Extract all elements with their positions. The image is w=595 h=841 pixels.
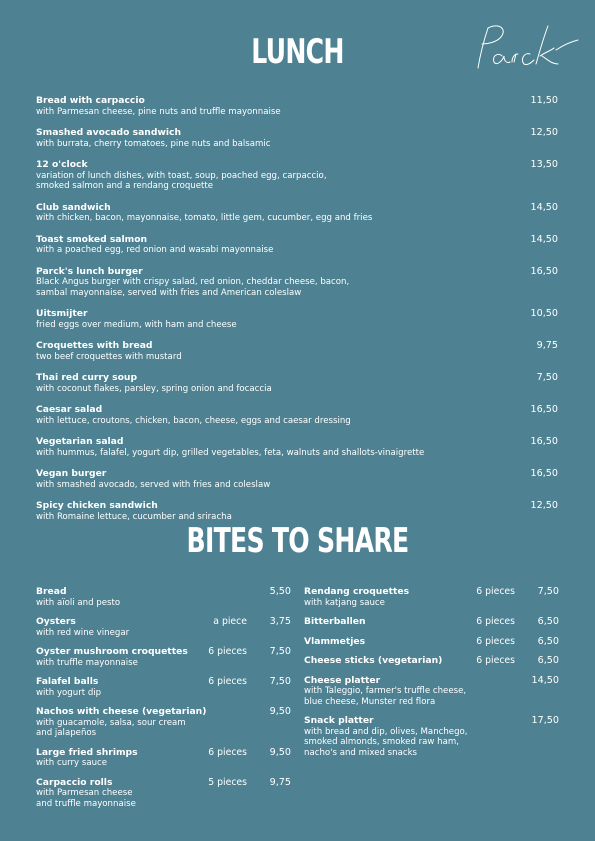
item-description [36,171,558,192]
item-name: Caesar salad [36,404,103,415]
description-line: with Parmesan cheese, pine nuts and truffle mayonnaise [36,106,281,117]
item-name: Oysters [36,616,76,627]
item-price: 6,50 [537,616,559,627]
item-description [36,320,558,331]
parck-logo [470,20,582,80]
description-line: with curry sauce [36,758,108,768]
item-name: Bitterballen [304,616,366,627]
item-price: 7,50 [536,372,558,383]
item-price: 9,75 [269,776,291,788]
item-description [36,213,558,224]
menu-item [36,235,558,256]
item-description [36,107,558,118]
item-description [36,448,558,459]
item-quantity: 6 pieces [208,746,247,758]
item-name: Nachos with cheese (vegetarian) [36,706,207,717]
menu-item [36,469,558,490]
description-line: blue cheese, Munster red flora [304,696,436,707]
item-name: Croquettes with bread [36,340,153,351]
bite-item [304,587,559,608]
item-description [36,758,206,769]
description-line: with aïoli and pesto [36,597,121,608]
item-name: Smashed avocado sandwich [36,127,182,138]
description-line: and truffle mayonnaise [36,798,136,809]
description-line: with Parmesan cheese [36,788,133,798]
item-name: Vegetarian salad [36,436,124,447]
description-line: with lettuce, croutons, chicken, bacon, cheese, eggs and caesar dressing [36,415,351,426]
item-price: 17,50 [531,715,559,726]
bite-item [304,656,559,667]
item-description [36,480,558,491]
item-name: Snack platter [304,715,374,726]
description-line: with hummus, falafel, yogurt dip, grilled vegetables, feta, walnuts and shallots-vinaigrette [36,447,425,458]
menu-item [36,501,558,522]
description-line: with red wine vinegar [36,627,130,638]
item-name: Parck's lunch burger [36,265,143,277]
item-price: 5,50 [269,586,291,597]
item-quantity: 6 pieces [208,646,247,657]
bites-left-column [36,587,291,818]
item-price: 12,50 [530,127,558,138]
item-name: Falafel balls [36,676,99,687]
menu-item [36,373,558,394]
item-price: 13,50 [530,159,558,170]
bite-item [304,617,559,628]
item-price: 14,50 [531,674,559,686]
item-name: Cheese platter [304,674,381,686]
item-price: 10,50 [530,308,558,319]
bite-item [36,748,291,769]
description-line: nacho's and mixed snacks [304,747,418,758]
item-price: 14,50 [530,201,558,213]
lunch-heading: LUNCH [251,32,344,72]
item-price: 12,50 [530,500,558,511]
bite-item [304,716,559,758]
description-line: with burrata, cherry tomatoes, pine nuts and balsamic [36,138,271,149]
item-price: 7,50 [269,646,291,657]
item-description [304,686,474,707]
item-description [36,277,558,298]
description-line: with bread and dip, olives, Manchego, [304,726,468,737]
item-name: Oyster mushroom croquettes [36,646,188,657]
item-name: Spicy chicken sandwich [36,500,158,511]
description-line: with coconut flakes, parsley, spring onion and focaccia [36,383,272,394]
bites-heading: BITES TO SHARE [186,521,409,561]
item-description [36,658,206,669]
item-quantity: 6 pieces [476,616,515,627]
item-name: Vegan burger [36,468,107,479]
description-line: with chicken, bacon, mayonnaise, tomato, little gem, cucumber, egg and fries [36,213,373,223]
bite-item [36,707,291,739]
item-price: 16,50 [530,468,558,479]
description-line: smoked almonds, smoked raw ham, [304,737,460,747]
menu-item [36,160,558,192]
item-description [36,718,206,739]
description-line: Black Angus burger with crispy salad, red onion, cheddar cheese, bacon, [36,277,350,287]
item-name: Toast smoked salmon [36,233,148,245]
bite-item [36,778,291,810]
item-description [36,598,206,609]
item-description [36,352,558,363]
description-line: sambal mayonnaise, served with fries and American coleslaw [36,287,302,298]
description-line: with Romaine lettuce, cucumber and sriracha [36,511,232,522]
item-name: Rendang croquettes [304,586,410,597]
item-price: 14,50 [530,233,558,245]
description-line: variation of lunch dishes, with toast, soup, poached egg, carpaccio, [36,170,327,181]
bites-right-column [304,587,559,767]
menu-item [36,96,558,117]
item-name: Cheese sticks (vegetarian) [304,655,443,666]
menu-item [36,405,558,426]
item-name: Club sandwich [36,201,111,213]
description-line: fried eggs over medium, with ham and cheese [36,319,237,330]
menu-item [36,203,558,224]
bite-item [36,617,291,638]
bite-item [304,637,559,648]
item-name: Vlammetjes [304,635,366,647]
item-description [304,598,474,609]
description-line: with a poached egg, red onion and wasabi mayonnaise [36,245,274,255]
item-price: 16,50 [530,404,558,415]
item-price: 9,75 [536,340,558,351]
item-price: 7,50 [537,586,559,597]
item-quantity: a piece [213,616,247,627]
bite-item [36,677,291,698]
description-line: two beef croquettes with mustard [36,351,182,362]
item-name: Uitsmijter [36,308,88,319]
description-line: and jalapeños [36,728,97,738]
menu-item [36,341,558,362]
item-description [36,788,206,809]
item-quantity: 6 pieces [208,676,247,687]
item-name: Large fried shrimps [36,746,138,758]
item-quantity: 6 pieces [476,635,515,647]
bite-item [304,676,559,708]
menu-item [36,309,558,330]
item-name: 12 o'clock [36,159,88,170]
description-line: smoked salmon and a rendang croquette [36,181,214,191]
item-description [304,727,474,759]
item-price: 6,50 [537,635,559,647]
item-price: 11,50 [530,95,558,106]
description-line: with yogurt dip [36,687,102,698]
bite-item [36,647,291,668]
item-description [36,384,558,395]
item-description [36,688,206,699]
item-name: Bread with carpaccio [36,95,145,106]
menu-item [36,437,558,458]
lunch-list [36,96,558,533]
description-line: with truffle mayonnaise [36,657,138,668]
description-line: with katjang sauce [304,597,385,608]
item-description [36,416,558,427]
menu-item [36,267,558,299]
item-price: 6,50 [537,655,559,666]
description-line: with Taleggio, farmer's truffle cheese, [304,686,467,696]
item-price: 7,50 [269,676,291,687]
item-description [36,139,558,150]
item-price: 3,75 [269,616,291,627]
item-description [36,628,206,639]
description-line: with smashed avocado, served with fries and coleslaw [36,479,271,490]
item-price: 9,50 [269,706,291,717]
item-description [36,245,558,256]
item-price: 16,50 [530,265,558,277]
item-quantity: 6 pieces [476,586,515,597]
item-quantity: 6 pieces [476,655,515,666]
item-quantity: 5 pieces [208,776,247,788]
description-line: with guacamole, salsa, sour cream [36,717,186,728]
item-price: 9,50 [269,746,291,758]
menu-item [36,128,558,149]
item-name: Carpaccio rolls [36,776,113,788]
item-price: 16,50 [530,436,558,447]
bite-item [36,587,291,608]
item-name: Bread [36,586,67,597]
item-name: Thai red curry soup [36,372,138,383]
